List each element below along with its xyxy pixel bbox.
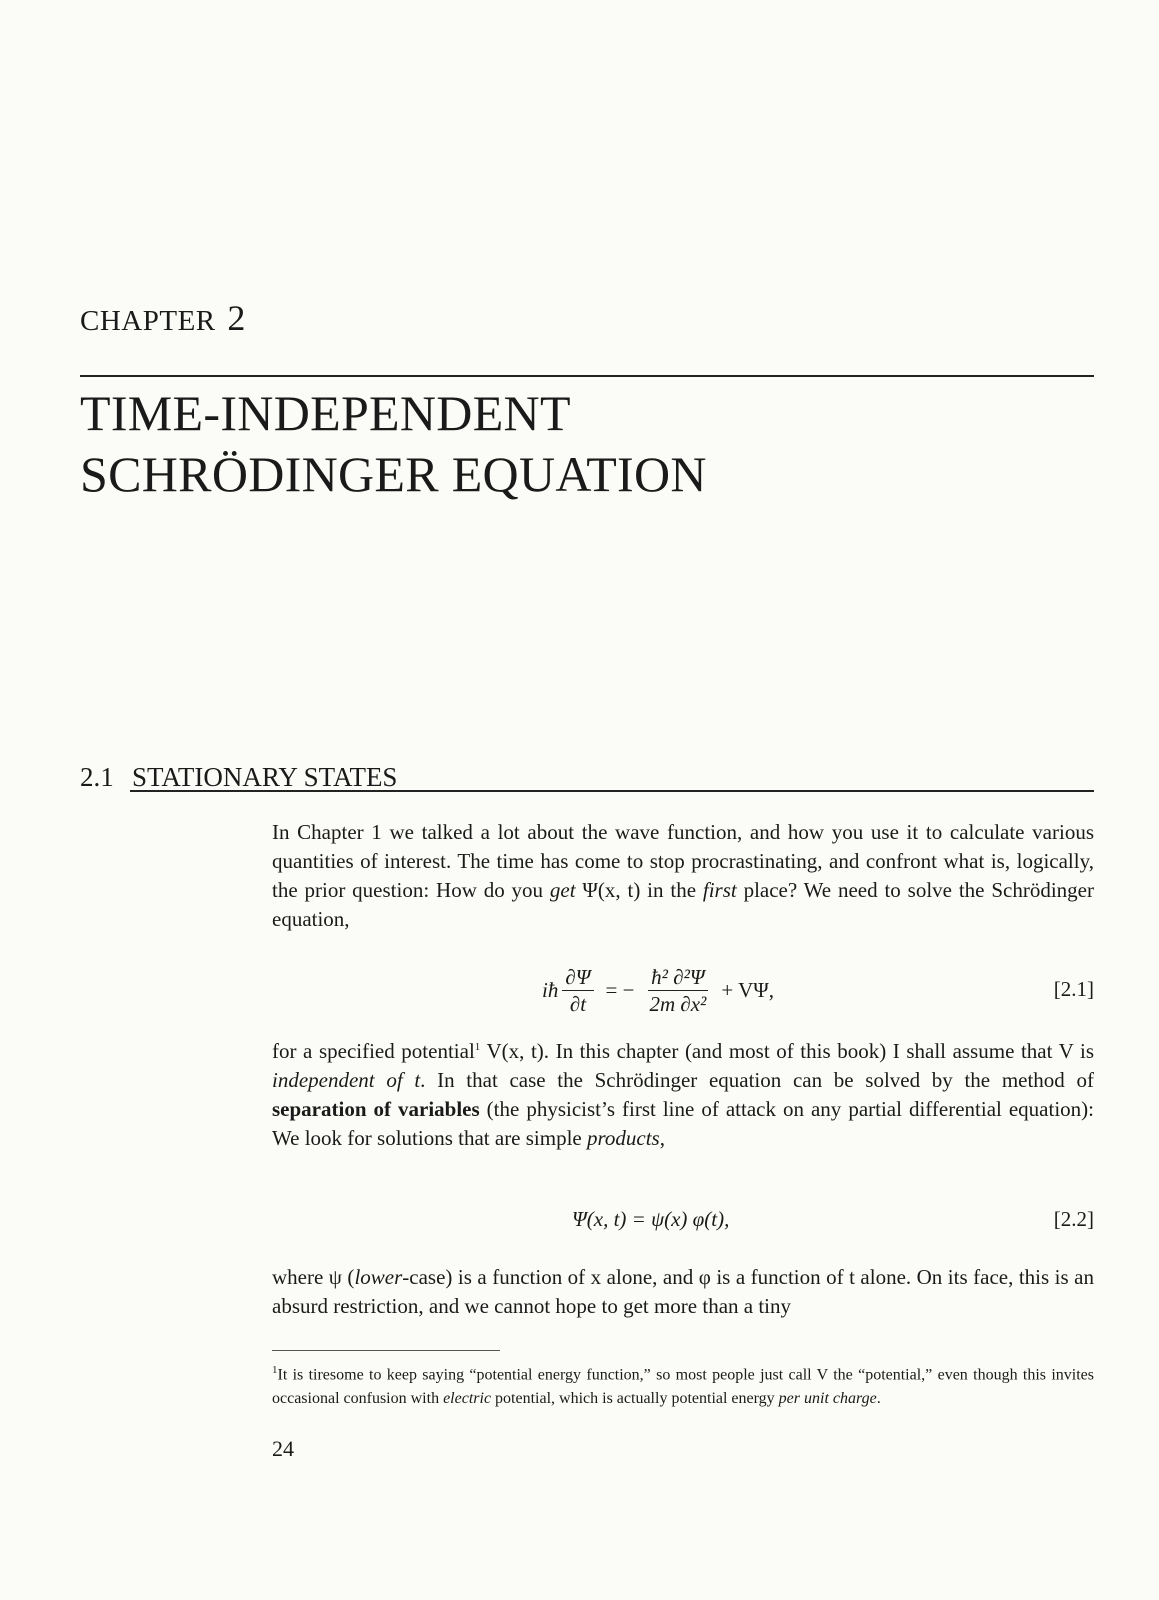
title-rule: [80, 375, 1094, 377]
equation-2-2: [272, 1207, 1094, 1237]
paragraph-3: where ψ (lower-case) is a function of x alone, and φ is a function of t alone. On its face, this is an absurd restriction, and we cannot hope to get more than a tiny: [272, 1265, 1094, 1318]
chapter-title: [80, 383, 707, 505]
section-title: STATIONARY STATES: [132, 762, 398, 792]
equation-number: [2.2]: [1053, 1207, 1094, 1231]
equation-2-2-body: Ψ(x, t) = ψ(x) φ(t),: [572, 1207, 730, 1231]
paragraph-2: for a specified potential$^1$ V(x, t). In this chapter (and most of this book) I shall assume that V is independent of t. In that case the Schrödinger equation can be solved by the method of separation of variables (the physicist’s first line of attack on any partial differential equation): We look for solutions that are simple products,: [272, 1039, 1095, 1150]
footnote-rule: [272, 1350, 500, 1351]
footnote: $^1$It is tiresome to keep saying “potential energy function,” so most people just call V the “potential,” even though this invites occasional confusion with electric potential, which is actually potential energy per unit charge.: [272, 1364, 1094, 1408]
section-rule: [130, 790, 1094, 792]
equation-2-1: [272, 955, 1094, 1025]
chapter-title-line-1: TIME-INDEPENDENT: [80, 385, 571, 441]
paragraph-1: In Chapter 1 we talked a lot about the wave function, and how you use it to calculate various quantities of interest. The time has come to stop procrastinating, and confront what is, logically, the prior question: How do you get Ψ(x, t) in the first place? We need to solve the Schrödinger equation,: [272, 820, 1094, 931]
equation-2-1-body: iħ $\frac{\partial\Psi}{\partial t}$ = − $\frac{\text{ħ² ∂²Ψ}}{\text{2m ∂x²}}$ + VΨ,: [542, 964, 774, 1016]
chapter-label: [80, 297, 246, 339]
section-heading: [80, 762, 397, 793]
equation-number: [2.1]: [1053, 977, 1094, 1001]
chapter-title-line-2: SCHRÖDINGER EQUATION: [80, 446, 707, 502]
section-number: 2.1: [80, 762, 114, 792]
page-number: 24: [272, 1436, 294, 1461]
chapter-number: 2: [227, 298, 246, 338]
chapter-word: CHAPTER: [80, 305, 216, 337]
